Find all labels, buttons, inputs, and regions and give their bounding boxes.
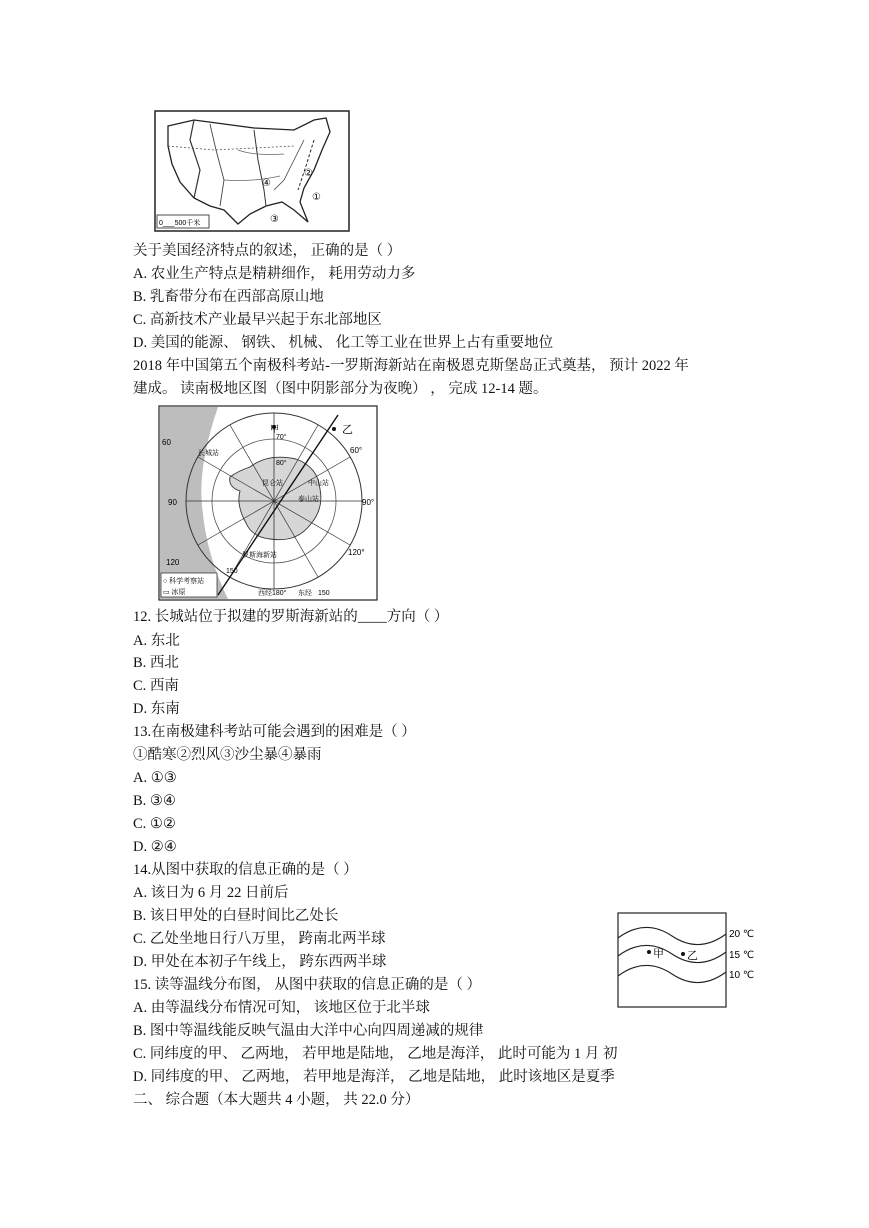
antarctic-map-figure xyxy=(158,405,378,601)
q13-sub: ①酷寒②烈风③沙尘暴④暴雨 xyxy=(133,747,322,763)
lon-60-right: 60° xyxy=(350,446,363,455)
q11-option-b: B. 乳畜带分布在西部高原山地 xyxy=(133,289,324,305)
q14-option-c: C. 乙处坐地日行八万里， 跨南北两半球 xyxy=(133,931,386,947)
lon-120-left: 120 xyxy=(166,558,180,567)
q13-option-a: A. ①③ xyxy=(133,770,177,786)
usa-label-1: ① xyxy=(312,192,321,203)
q15-option-a: A. 由等温线分布情况可知， 该地区位于北半球 xyxy=(133,1000,430,1016)
station-ross: 罗斯海新站 xyxy=(242,552,277,559)
legend-station: ○ 科学考察站 xyxy=(163,578,205,585)
legend-ice: ▭ 冰原 xyxy=(163,589,186,596)
q11-option-d: D. 美国的能源、 钢铁、 机械、 化工等工业在世界上占有重要地位 xyxy=(133,335,554,351)
q14-option-b: B. 该日甲处的白昼时间比乙处长 xyxy=(133,908,339,924)
q11-stem: 关于美国经济特点的叙述， 正确的是（ ） xyxy=(133,243,402,259)
q14-option-d: D. 甲处在本初子午线上， 跨东西两半球 xyxy=(133,954,387,970)
station-zhongshan: 中山站 xyxy=(308,480,329,487)
q14-stem: 14.从图中获取的信息正确的是（ ） xyxy=(133,862,358,878)
usa-map-svg xyxy=(154,110,350,232)
usa-label-3: ③ xyxy=(270,214,279,225)
q12-option-c: C. 西南 xyxy=(133,678,179,694)
intro-line-1: 2018 年中国第五个南极科考站-一罗斯海新站在南极恩克斯堡岛正式奠基， 预计 2022 年 xyxy=(133,358,689,374)
usa-scale: 0___500千米 xyxy=(159,220,201,227)
lon-150-left: 150 xyxy=(226,568,238,575)
lon-90-right: 90° xyxy=(362,498,375,507)
q15-stem: 15. 读等温线分布图， 从图中获取的信息正确的是（ ） xyxy=(133,977,481,993)
label-east: 东经 xyxy=(298,590,312,597)
usa-label-2: ② xyxy=(304,168,313,179)
iso-label-10: 10 ℃ xyxy=(729,970,755,981)
q12-option-a: A. 东北 xyxy=(133,633,180,649)
q14-option-a: A. 该日为 6 月 22 日前后 xyxy=(133,885,289,901)
lon-120-right: 120° xyxy=(348,548,365,557)
q11-option-c: C. 高新技术产业最早兴起于东北部地区 xyxy=(133,312,382,328)
q15-option-d: D. 同纬度的甲、 乙两地， 若甲地是海洋， 乙地是陆地， 此时该地区是夏季 xyxy=(133,1069,615,1085)
lon-150-right: 150 xyxy=(318,590,330,597)
q13-option-b: B. ③④ xyxy=(133,793,176,809)
iso-point-yi: 乙 xyxy=(687,950,698,962)
q12-option-d: D. 东南 xyxy=(133,701,180,717)
point-yi: 乙 xyxy=(342,424,353,436)
section2-heading: 二、 综合题（本大题共 4 小题， 共 22.0 分） xyxy=(133,1092,420,1108)
q13-option-d: D. ②④ xyxy=(133,839,177,855)
usa-label-4: ④ xyxy=(262,178,271,189)
station-changcheng: 长城站 xyxy=(198,450,219,457)
q13-stem: 13.在南极建科考站可能会遇到的困难是（ ） xyxy=(133,724,416,740)
isotherm-figure xyxy=(617,912,767,1008)
lon-60-left: 60 xyxy=(162,438,171,447)
station-kunlun: 昆仑站 xyxy=(262,480,283,487)
lat-70: 70° xyxy=(276,434,287,441)
usa-map-figure xyxy=(154,110,350,232)
point-jia: 甲 xyxy=(270,424,280,434)
iso-point-jia: 甲 xyxy=(653,948,664,960)
iso-label-20: 20 ℃ xyxy=(729,929,755,940)
label-west180: 西经180° xyxy=(258,590,287,597)
q12-stem: 12. 长城站位于拟建的罗斯海新站的____方向（ ） xyxy=(133,609,449,625)
intro-line-2: 建成。 读南极地区图（图中阴影部分为夜晚） ， 完成 12-14 题。 xyxy=(133,381,548,397)
lat-80: 80° xyxy=(276,460,287,467)
q15-option-c: C. 同纬度的甲、 乙两地， 若甲地是陆地， 乙地是海洋， 此时可能为 1 月 初 xyxy=(133,1046,618,1062)
q15-option-b: B. 图中等温线能反映气温由大洋中心向四周递减的规律 xyxy=(133,1023,484,1039)
lon-90-left: 90 xyxy=(168,498,177,507)
iso-label-15: 15 ℃ xyxy=(729,950,755,961)
antarctic-map-svg xyxy=(158,405,378,601)
station-taishan: 泰山站 xyxy=(298,496,319,503)
q13-option-c: C. ①② xyxy=(133,816,176,832)
q11-option-a: A. 农业生产特点是精耕细作， 耗用劳动力多 xyxy=(133,266,416,282)
isotherm-svg xyxy=(617,912,767,1008)
q12-option-b: B. 西北 xyxy=(133,655,179,671)
